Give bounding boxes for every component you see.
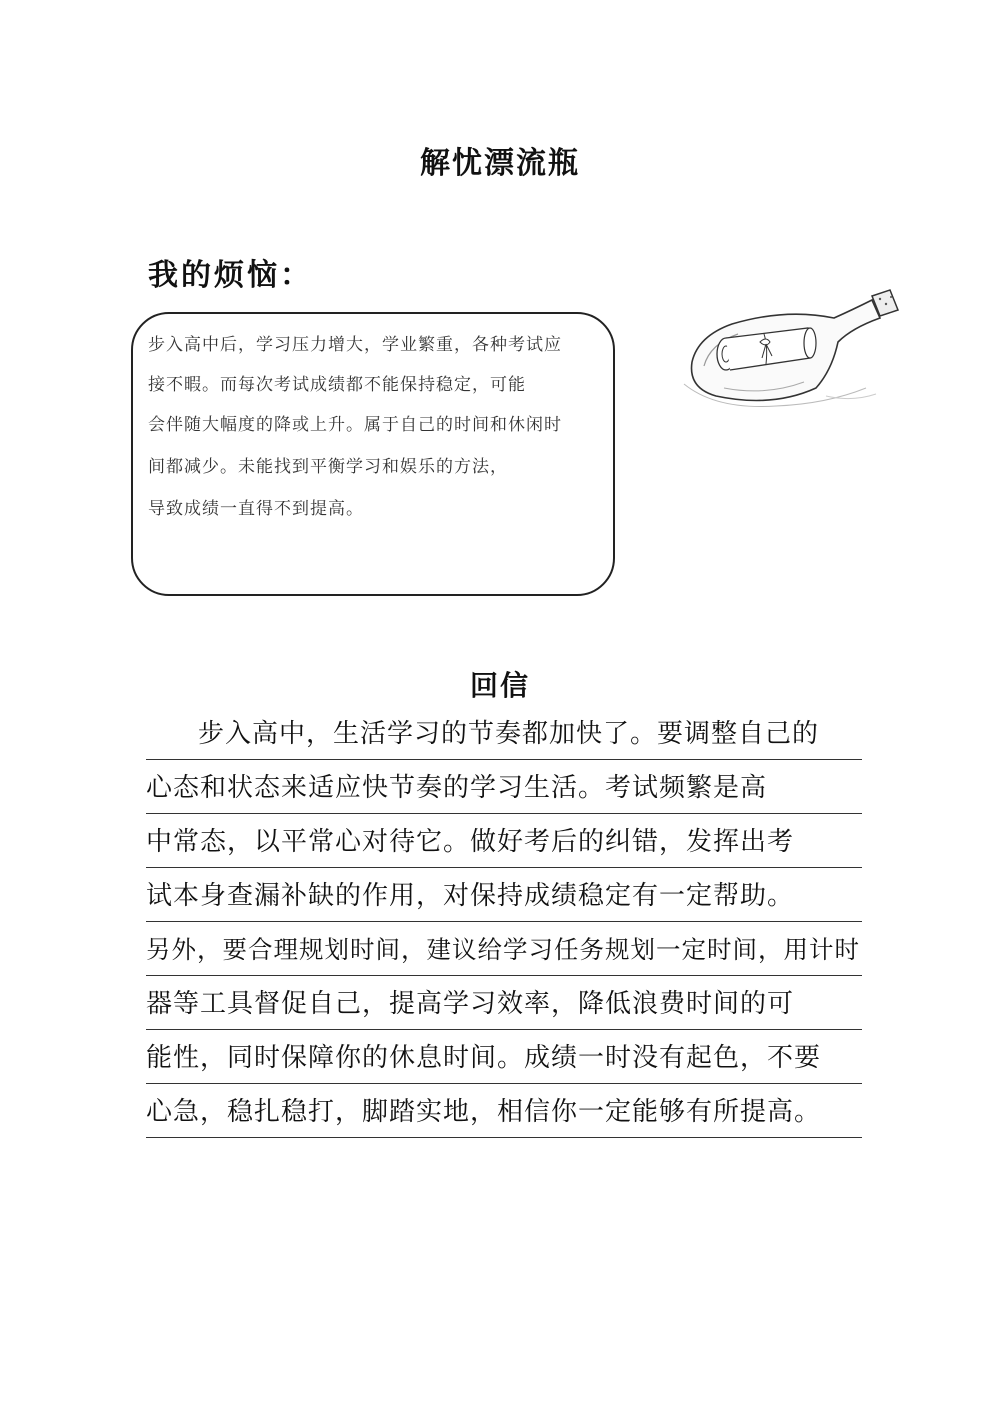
worry-line: 接不暇。而每次考试成绩都不能保持稳定，可能 [148, 375, 526, 395]
worry-line: 导致成绩一直得不到提高。 [148, 499, 364, 519]
worry-line: 步入高中后，学习压力增大，学业繁重，各种考试应 [148, 335, 562, 355]
reply-line: 另外，要合理规划时间，建议给学习任务规划一定时间，用计时 [146, 924, 862, 976]
reply-heading: 回信 [469, 669, 530, 702]
reply-line: 试本身查漏补缺的作用，对保持成绩稳定有一定帮助。 [146, 870, 862, 922]
reply-line: 心急，稳扎稳打，脚踏实地，相信你一定能够有所提高。 [146, 1086, 862, 1138]
message-bottle-icon [676, 284, 906, 414]
reply-line: 能性，同时保障你的休息时间。成绩一时没有起色，不要 [146, 1032, 862, 1084]
worry-heading: 我的烦恼： [148, 258, 313, 293]
worry-line: 间都减少。未能找到平衡学习和娱乐的方法， [148, 457, 508, 477]
reply-line: 器等工具督促自己，提高学习效率，降低浪费时间的可 [146, 978, 862, 1030]
worry-line: 会伴随大幅度的降或上升。属于自己的时间和休闲时 [148, 415, 562, 435]
reply-line: 心态和状态来适应快节奏的学习生活。考试频繁是高 [146, 762, 862, 814]
page-title: 解忧漂流瓶 [420, 146, 580, 181]
reply-line: 步入高中，生活学习的节奏都加快了。要调整自己的 [146, 708, 862, 760]
reply-line: 中常态，以平常心对待它。做好考后的纠错，发挥出考 [146, 816, 862, 868]
